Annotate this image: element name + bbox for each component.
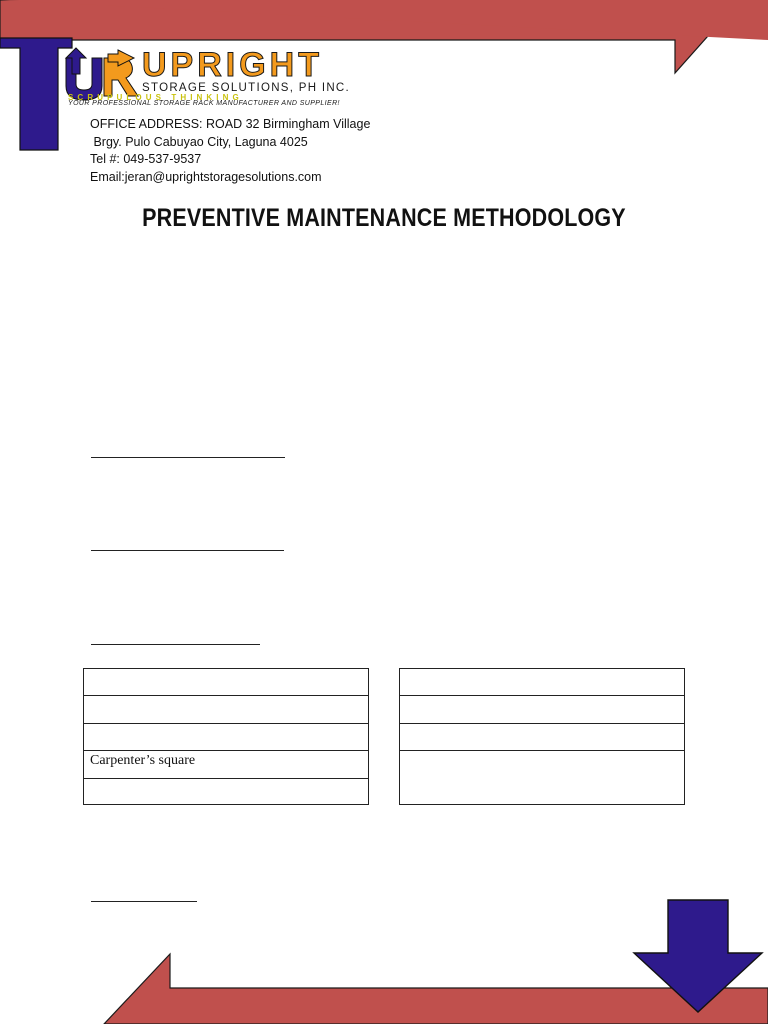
section-heading-rule-4 xyxy=(91,901,197,902)
section-heading-rule-2 xyxy=(91,550,284,551)
office-address-block xyxy=(90,116,370,186)
tools-left-cell xyxy=(84,779,369,805)
tools-left-cell xyxy=(84,696,369,724)
tools-right-cell xyxy=(400,669,685,696)
tools-right-cell xyxy=(400,724,685,751)
tools-right-cell xyxy=(400,751,685,805)
logo-subtitle: STORAGE SOLUTIONS, PH INC. xyxy=(142,82,351,94)
logo-wordmark: UPRIGHT xyxy=(142,46,323,84)
section-heading-rule-1 xyxy=(91,457,285,458)
tools-left-cell xyxy=(84,724,369,751)
logo-tagline: SCRUPULOUS THINKING xyxy=(68,93,243,102)
logo-slogan: YOUR PROFESSIONAL STORAGE RACK MANUFACTURER AND SUPPLIER! xyxy=(68,100,340,107)
tools-right-cell xyxy=(400,696,685,724)
tools-left-cell: Carpenter’s square xyxy=(84,751,369,779)
address-line-1: OFFICE ADDRESS: ROAD 32 Birmingham Village xyxy=(90,117,371,131)
company-logo xyxy=(62,44,372,108)
tools-table-right xyxy=(399,668,685,805)
section-heading-rule-3 xyxy=(91,644,260,645)
address-line-2: Brgy. Pulo Cabuyao City, Laguna 4025 xyxy=(90,134,308,149)
tel-line: Tel #: 049-537-9537 xyxy=(90,152,202,166)
document-title: PREVENTIVE MAINTENANCE METHODOLOGY xyxy=(142,204,626,232)
tools-left-cell xyxy=(84,669,369,696)
tools-table-left xyxy=(83,668,369,805)
email-line: Email:jeran@uprightstoragesolutions.com xyxy=(90,169,322,184)
